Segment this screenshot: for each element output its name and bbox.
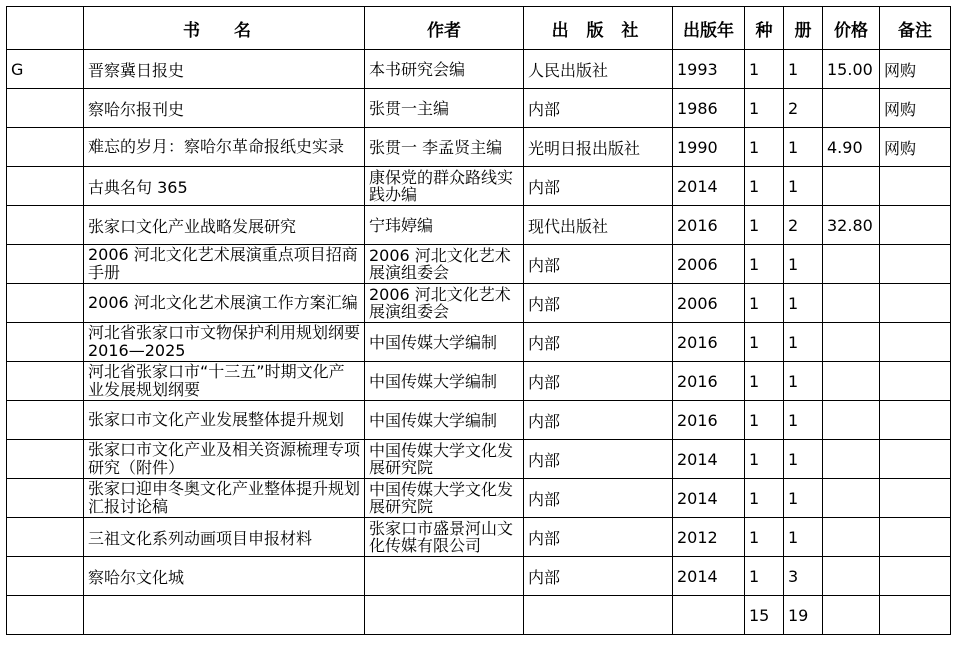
- table-row: [7, 245, 951, 284]
- book-title: 张家口市文化产业发展整体提升规划: [84, 401, 365, 440]
- book-title: 察哈尔报刊史: [84, 89, 365, 128]
- book-note: [880, 401, 951, 440]
- book-price: [823, 479, 880, 518]
- book-price: 4.90: [823, 128, 880, 167]
- volume-count: 1: [784, 128, 823, 167]
- book-author: 中国传媒大学编制: [365, 362, 524, 401]
- book-author: [365, 557, 524, 596]
- table-row: [7, 362, 951, 401]
- book-author: 2006 河北文化艺术展演组委会: [365, 284, 524, 323]
- class-cell: [7, 284, 84, 323]
- book-title: 张家口市文化产业及相关资源梳理专项研究（附件）: [84, 440, 365, 479]
- total-kind: 15: [745, 596, 784, 635]
- book-price: [823, 401, 880, 440]
- book-note: 网购: [880, 89, 951, 128]
- class-cell: [7, 479, 84, 518]
- book-author: 宁玮婷编: [365, 206, 524, 245]
- publish-year: 2006: [673, 245, 745, 284]
- kind-count: 1: [745, 401, 784, 440]
- book-note: [880, 245, 951, 284]
- class-cell: [7, 401, 84, 440]
- book-price: [823, 362, 880, 401]
- book-author: 康保党的群众路线实践办编: [365, 167, 524, 206]
- book-author: 中国传媒大学编制: [365, 401, 524, 440]
- table-row: [7, 440, 951, 479]
- book-price: [823, 440, 880, 479]
- publish-year: 1993: [673, 50, 745, 89]
- kind-count: 1: [745, 50, 784, 89]
- header-note: 备注: [880, 7, 951, 50]
- publish-year: 2016: [673, 401, 745, 440]
- book-note: [880, 206, 951, 245]
- header-publisher: 出 版 社: [524, 7, 673, 50]
- totals-blank: [880, 596, 951, 635]
- book-author: 张贯一 李孟贤主编: [365, 128, 524, 167]
- book-author: 中国传媒大学文化发展研究院: [365, 479, 524, 518]
- publish-year: 2014: [673, 557, 745, 596]
- book-list-table: [6, 6, 951, 635]
- volume-count: 3: [784, 557, 823, 596]
- table-row: [7, 557, 951, 596]
- book-note: [880, 167, 951, 206]
- total-volume: 19: [784, 596, 823, 635]
- class-cell: [7, 128, 84, 167]
- publish-year: 2006: [673, 284, 745, 323]
- header-price: 价格: [823, 7, 880, 50]
- volume-count: 1: [784, 323, 823, 362]
- book-publisher: 内部: [524, 167, 673, 206]
- table-row: [7, 128, 951, 167]
- book-note: [880, 557, 951, 596]
- header-row: [7, 7, 951, 50]
- book-title: 2006 河北文化艺术展演工作方案汇编: [84, 284, 365, 323]
- kind-count: 1: [745, 206, 784, 245]
- book-publisher: 内部: [524, 245, 673, 284]
- book-title: 河北省张家口市文物保护利用规划纲要 2016—2025: [84, 323, 365, 362]
- publish-year: 1986: [673, 89, 745, 128]
- book-note: 网购: [880, 50, 951, 89]
- table-row: [7, 479, 951, 518]
- book-price: [823, 557, 880, 596]
- book-publisher: 内部: [524, 440, 673, 479]
- kind-count: 1: [745, 128, 784, 167]
- totals-blank: [823, 596, 880, 635]
- kind-count: 1: [745, 89, 784, 128]
- book-title: 古典名句 365: [84, 167, 365, 206]
- book-note: [880, 323, 951, 362]
- book-note: [880, 518, 951, 557]
- book-price: [823, 284, 880, 323]
- volume-count: 2: [784, 89, 823, 128]
- book-price: [823, 245, 880, 284]
- volume-count: 1: [784, 401, 823, 440]
- book-publisher: 光明日报出版社: [524, 128, 673, 167]
- volume-count: 1: [784, 284, 823, 323]
- volume-count: 1: [784, 245, 823, 284]
- kind-count: 1: [745, 518, 784, 557]
- volume-count: 2: [784, 206, 823, 245]
- volume-count: 1: [784, 362, 823, 401]
- kind-count: 1: [745, 440, 784, 479]
- book-price: 15.00: [823, 50, 880, 89]
- book-author: 张贯一主编: [365, 89, 524, 128]
- table-row: [7, 167, 951, 206]
- kind-count: 1: [745, 167, 784, 206]
- publish-year: 2014: [673, 167, 745, 206]
- totals-blank: [7, 596, 84, 635]
- book-publisher: 内部: [524, 284, 673, 323]
- totals-blank: [673, 596, 745, 635]
- kind-count: 1: [745, 323, 784, 362]
- book-publisher: 内部: [524, 479, 673, 518]
- book-publisher: 内部: [524, 401, 673, 440]
- book-title: 察哈尔文化城: [84, 557, 365, 596]
- class-cell: [7, 323, 84, 362]
- class-cell: [7, 167, 84, 206]
- book-publisher: 现代出版社: [524, 206, 673, 245]
- publish-year: 2016: [673, 362, 745, 401]
- header-author: 作者: [365, 7, 524, 50]
- volume-count: 1: [784, 440, 823, 479]
- book-publisher: 内部: [524, 362, 673, 401]
- book-title: 2006 河北文化艺术展演重点项目招商手册: [84, 245, 365, 284]
- volume-count: 1: [784, 167, 823, 206]
- publish-year: 2016: [673, 206, 745, 245]
- book-publisher: 人民出版社: [524, 50, 673, 89]
- class-cell: [7, 89, 84, 128]
- table-row: [7, 518, 951, 557]
- volume-count: 1: [784, 479, 823, 518]
- book-author: 张家口市盛景河山文化传媒有限公司: [365, 518, 524, 557]
- class-cell: [7, 557, 84, 596]
- table-row: [7, 284, 951, 323]
- book-note: [880, 362, 951, 401]
- totals-blank: [84, 596, 365, 635]
- book-note: 网购: [880, 128, 951, 167]
- book-publisher: 内部: [524, 518, 673, 557]
- book-title: 张家口文化产业战略发展研究: [84, 206, 365, 245]
- kind-count: 1: [745, 245, 784, 284]
- class-cell: [7, 206, 84, 245]
- header-kind: 种: [745, 7, 784, 50]
- header-volume: 册: [784, 7, 823, 50]
- book-author: 中国传媒大学文化发展研究院: [365, 440, 524, 479]
- volume-count: 1: [784, 50, 823, 89]
- book-title: 三祖文化系列动画项目申报材料: [84, 518, 365, 557]
- table-row: [7, 50, 951, 89]
- book-author: 中国传媒大学编制: [365, 323, 524, 362]
- book-price: 32.80: [823, 206, 880, 245]
- publish-year: 1990: [673, 128, 745, 167]
- volume-count: 1: [784, 518, 823, 557]
- book-publisher: 内部: [524, 89, 673, 128]
- book-note: [880, 284, 951, 323]
- totals-row: [7, 596, 951, 635]
- book-title: 晋察冀日报史: [84, 50, 365, 89]
- header-year: 出版年: [673, 7, 745, 50]
- table-row: [7, 401, 951, 440]
- book-title: 张家口迎申冬奥文化产业整体提升规划汇报讨论稿: [84, 479, 365, 518]
- publish-year: 2016: [673, 323, 745, 362]
- publish-year: 2014: [673, 479, 745, 518]
- totals-blank: [524, 596, 673, 635]
- class-cell: [7, 518, 84, 557]
- publish-year: 2014: [673, 440, 745, 479]
- kind-count: 1: [745, 557, 784, 596]
- kind-count: 1: [745, 362, 784, 401]
- book-note: [880, 479, 951, 518]
- table-row: [7, 89, 951, 128]
- publish-year: 2012: [673, 518, 745, 557]
- book-note: [880, 440, 951, 479]
- book-price: [823, 89, 880, 128]
- book-title: 河北省张家口市“十三五”时期文化产业发展规划纲要: [84, 362, 365, 401]
- kind-count: 1: [745, 479, 784, 518]
- book-price: [823, 167, 880, 206]
- book-publisher: 内部: [524, 323, 673, 362]
- book-title: 难忘的岁月：察哈尔革命报纸史实录: [84, 128, 365, 167]
- table-row: [7, 206, 951, 245]
- book-price: [823, 323, 880, 362]
- class-cell: G: [7, 50, 84, 89]
- header-title: 书 名: [84, 7, 365, 50]
- header-class: [7, 7, 84, 50]
- totals-blank: [365, 596, 524, 635]
- book-author: 本书研究会编: [365, 50, 524, 89]
- book-publisher: 内部: [524, 557, 673, 596]
- book-price: [823, 518, 880, 557]
- class-cell: [7, 440, 84, 479]
- class-cell: [7, 362, 84, 401]
- book-author: 2006 河北文化艺术展演组委会: [365, 245, 524, 284]
- class-cell: [7, 245, 84, 284]
- table-row: [7, 323, 951, 362]
- kind-count: 1: [745, 284, 784, 323]
